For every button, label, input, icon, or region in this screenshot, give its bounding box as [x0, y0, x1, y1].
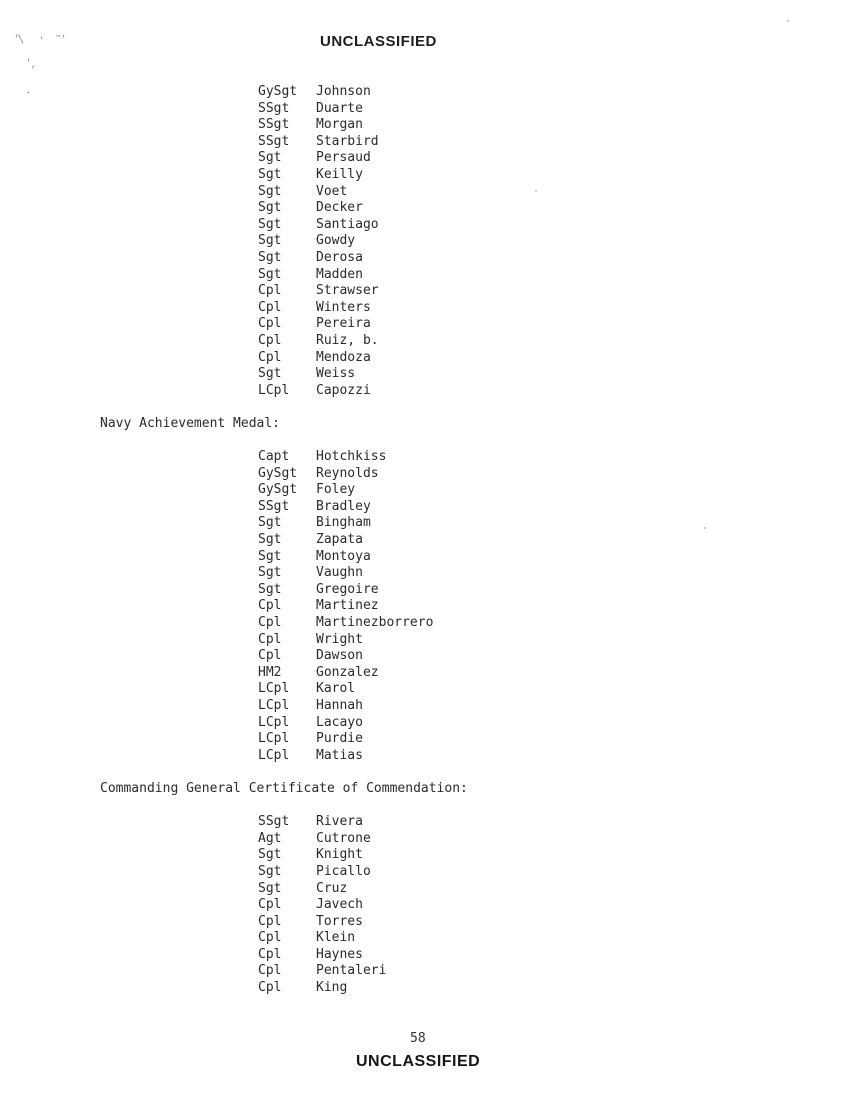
handwritten-mark: ’\ [14, 31, 24, 47]
handwritten-mark: ˜’ [55, 32, 67, 48]
rank-cell: GySgt [258, 482, 298, 498]
rank-cell: Sgt [258, 150, 282, 166]
rank-cell: Cpl [258, 913, 282, 929]
roster-row [258, 980, 850, 997]
rank-cell: Sgt [258, 847, 282, 863]
name-cell: Ruiz, b. [316, 332, 379, 348]
name-cell: Hannah [316, 697, 363, 713]
roster-row [258, 681, 850, 698]
roster-row [258, 665, 850, 682]
rank-cell: LCpl [258, 697, 290, 713]
name-cell: Persaud [316, 150, 371, 166]
roster-row [258, 897, 850, 914]
roster-row [258, 532, 850, 549]
roster-row [258, 167, 850, 184]
roster-row [258, 300, 850, 317]
name-cell: Martinez [316, 598, 379, 614]
rank-cell: Cpl [258, 316, 282, 332]
name-cell: Martinezborrero [316, 615, 434, 630]
name-cell: Purdie [316, 731, 363, 747]
name-cell: Strawser [316, 283, 379, 299]
roster-row [258, 731, 850, 748]
section-heading: Commanding General Certificate of Commendation: [100, 780, 468, 796]
rank-cell: Cpl [258, 946, 282, 962]
roster-row [258, 598, 850, 615]
rank-cell: Sgt [258, 266, 282, 282]
name-cell: Derosa [316, 249, 363, 265]
rank-cell: Sgt [258, 216, 282, 232]
name-cell: Rivera [316, 814, 363, 830]
rank-cell: SSgt [258, 498, 290, 514]
roster-row [258, 200, 850, 217]
page-number: 58 [410, 1031, 426, 1046]
roster-row [258, 615, 850, 632]
rank-cell: Sgt [258, 233, 282, 249]
name-cell: Cruz [316, 880, 348, 896]
name-cell: Decker [316, 200, 363, 216]
roster-row [258, 549, 850, 566]
roster-row [258, 316, 850, 333]
name-cell: Bingham [316, 515, 371, 531]
rank-cell: LCpl [258, 714, 290, 730]
name-cell: Santiago [316, 216, 379, 232]
name-cell: Haynes [316, 946, 363, 962]
rank-cell: Cpl [258, 648, 282, 664]
roster-row [258, 233, 850, 250]
name-cell: Capozzi [316, 382, 371, 398]
name-cell: King [316, 980, 348, 996]
rank-cell: Cpl [258, 615, 282, 630]
handwritten-mark: ’ [39, 33, 45, 49]
name-cell: Gregoire [316, 581, 379, 597]
rank-cell: SSgt [258, 814, 290, 830]
rank-cell: GySgt [258, 84, 298, 99]
roster-row [258, 881, 850, 898]
name-cell: Duarte [316, 100, 363, 116]
name-cell: Wright [316, 631, 363, 647]
rank-cell: Sgt [258, 200, 282, 216]
rank-cell: SSgt [258, 100, 290, 116]
name-cell: Knight [316, 847, 363, 863]
roster-row [258, 499, 850, 516]
name-cell: Cutrone [316, 830, 371, 846]
scan-speck [704, 527, 706, 529]
roster-row [258, 150, 850, 167]
name-cell: Foley [316, 482, 356, 498]
roster-row [258, 350, 850, 367]
name-cell: Torres [316, 913, 363, 929]
name-cell: Hotchkiss [316, 449, 387, 465]
roster-row [258, 449, 850, 466]
roster-row [258, 84, 850, 101]
rank-cell: Sgt [258, 166, 282, 182]
rank-cell: HM2 [258, 664, 282, 680]
handwritten-mark: . [25, 81, 31, 97]
roster-row [258, 482, 850, 499]
roster-row [258, 283, 850, 300]
roster-row [258, 748, 850, 765]
roster-row [258, 134, 850, 151]
rank-cell: Cpl [258, 598, 282, 614]
scan-speck [535, 190, 537, 192]
roster-row [258, 250, 850, 267]
roster-row [258, 648, 850, 665]
rank-cell: Sgt [258, 880, 282, 896]
scan-speck [787, 20, 789, 22]
rank-cell: Sgt [258, 532, 282, 548]
name-cell: Matias [316, 747, 363, 763]
roster-row [258, 333, 850, 350]
name-cell: Dawson [316, 648, 363, 664]
name-cell: Johnson [316, 84, 371, 99]
roster-row [258, 515, 850, 532]
name-cell: Zapata [316, 532, 363, 548]
roster-row [258, 947, 850, 964]
name-cell: Gowdy [316, 233, 356, 249]
rank-cell: Cpl [258, 332, 282, 348]
content [0, 81, 850, 997]
rank-cell: Cpl [258, 349, 282, 365]
rank-cell: Sgt [258, 863, 282, 879]
rank-cell: LCpl [258, 731, 290, 747]
name-cell: Klein [316, 930, 356, 946]
roster-row [258, 565, 850, 582]
rank-cell: LCpl [258, 681, 290, 697]
name-cell: Lacayo [316, 714, 363, 730]
section-heading: Navy Achievement Medal: [100, 415, 281, 431]
roster-row [258, 582, 850, 599]
name-cell: Picallo [316, 863, 371, 879]
name-cell: Vaughn [316, 565, 363, 581]
roster-row [258, 864, 850, 881]
roster-row [258, 715, 850, 732]
rank-cell: Capt [258, 449, 290, 465]
rank-cell: Sgt [258, 249, 282, 265]
name-cell: Reynolds [316, 465, 379, 481]
rank-cell: Cpl [258, 283, 282, 299]
rank-cell: Cpl [258, 963, 282, 979]
name-cell: Bradley [316, 498, 371, 514]
name-cell: Pentaleri [316, 963, 387, 979]
rank-cell: LCpl [258, 747, 290, 763]
roster-row [258, 117, 850, 134]
roster-row [258, 267, 850, 284]
footer-classification: UNCLASSIFIED [356, 1053, 481, 1070]
name-cell: Weiss [316, 366, 356, 382]
roster-row [258, 914, 850, 931]
name-cell: Madden [316, 266, 363, 282]
rank-cell: Agt [258, 830, 282, 846]
name-cell: Montoya [316, 548, 371, 564]
roster-row [258, 217, 850, 234]
rank-cell: Cpl [258, 299, 282, 315]
rank-cell: Sgt [258, 515, 282, 531]
rank-cell: GySgt [258, 465, 298, 481]
roster-row [258, 632, 850, 649]
roster-row [258, 963, 850, 980]
name-cell: Starbird [316, 133, 379, 149]
name-cell: Winters [316, 299, 371, 315]
name-cell: Mendoza [316, 349, 371, 365]
name-cell: Javech [316, 897, 363, 913]
rank-cell: Sgt [258, 548, 282, 564]
roster-row [258, 184, 850, 201]
roster-row [258, 383, 850, 400]
rank-cell: Cpl [258, 930, 282, 946]
roster-row [258, 831, 850, 848]
name-cell: Keilly [316, 166, 363, 182]
rank-cell: Sgt [258, 366, 282, 382]
rank-cell: Sgt [258, 565, 282, 581]
roster-row [258, 101, 850, 118]
rank-cell: LCpl [258, 382, 290, 398]
rank-cell: Cpl [258, 897, 282, 913]
rank-cell: Cpl [258, 631, 282, 647]
roster-row [258, 847, 850, 864]
handwritten-mark: ’, [26, 55, 36, 71]
rank-cell: SSgt [258, 117, 290, 133]
name-cell: Karol [316, 681, 356, 697]
name-cell: Pereira [316, 316, 371, 332]
rank-cell: Sgt [258, 183, 282, 199]
roster-row [258, 466, 850, 483]
name-cell: Morgan [316, 117, 363, 133]
roster-row [258, 366, 850, 383]
roster-row [258, 814, 850, 831]
roster-row [258, 698, 850, 715]
rank-cell: Sgt [258, 581, 282, 597]
roster-row [258, 930, 850, 947]
header-classification: UNCLASSIFIED [320, 33, 437, 50]
name-cell: Gonzalez [316, 664, 379, 680]
name-cell: Voet [316, 183, 348, 199]
rank-cell: SSgt [258, 133, 290, 149]
rank-cell: Cpl [258, 980, 282, 996]
